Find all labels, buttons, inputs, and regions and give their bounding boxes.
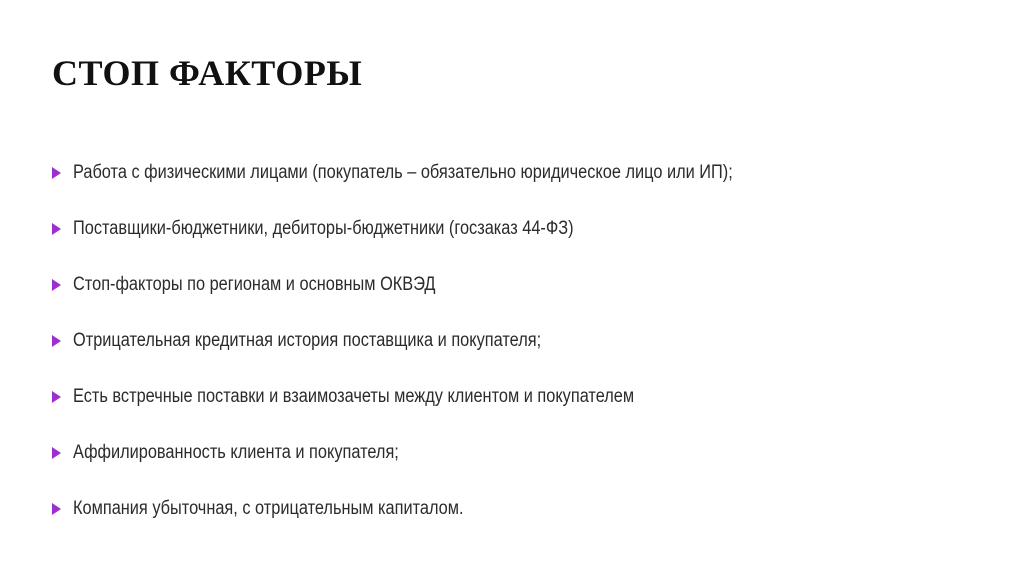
list-item xyxy=(52,257,840,313)
triangle-bullet-icon xyxy=(52,335,61,347)
list-item-text: Отрицательная кредитная история поставщика и покупателя; xyxy=(73,330,542,351)
triangle-bullet-icon xyxy=(52,447,61,459)
list-item xyxy=(52,481,840,537)
list-item xyxy=(52,145,840,201)
list-item xyxy=(52,425,840,481)
triangle-bullet-icon xyxy=(52,503,61,515)
list-item xyxy=(52,201,840,257)
triangle-bullet-icon xyxy=(52,223,61,235)
slide-title: СТОП ФАКТОРЫ xyxy=(52,53,363,93)
bullet-list xyxy=(52,145,840,537)
triangle-bullet-icon xyxy=(52,279,61,291)
list-item xyxy=(52,313,840,369)
list-item-text: Стоп-факторы по регионам и основным ОКВЭД xyxy=(73,274,436,295)
list-item-text: Работа с физическими лицами (покупатель – обязательно юридическое лицо или ИП); xyxy=(73,162,733,183)
list-item xyxy=(52,369,840,425)
list-item-text: Есть встречные поставки и взаимозачеты между клиентом и покупателем xyxy=(73,386,635,407)
list-item-text: Компания убыточная, с отрицательным капиталом. xyxy=(73,498,464,519)
list-item-text: Поставщики-бюджетники, дебиторы-бюджетники (госзаказ 44-ФЗ) xyxy=(73,218,574,239)
triangle-bullet-icon xyxy=(52,167,61,179)
list-item-text: Аффилированность клиента и покупателя; xyxy=(73,442,399,463)
triangle-bullet-icon xyxy=(52,391,61,403)
